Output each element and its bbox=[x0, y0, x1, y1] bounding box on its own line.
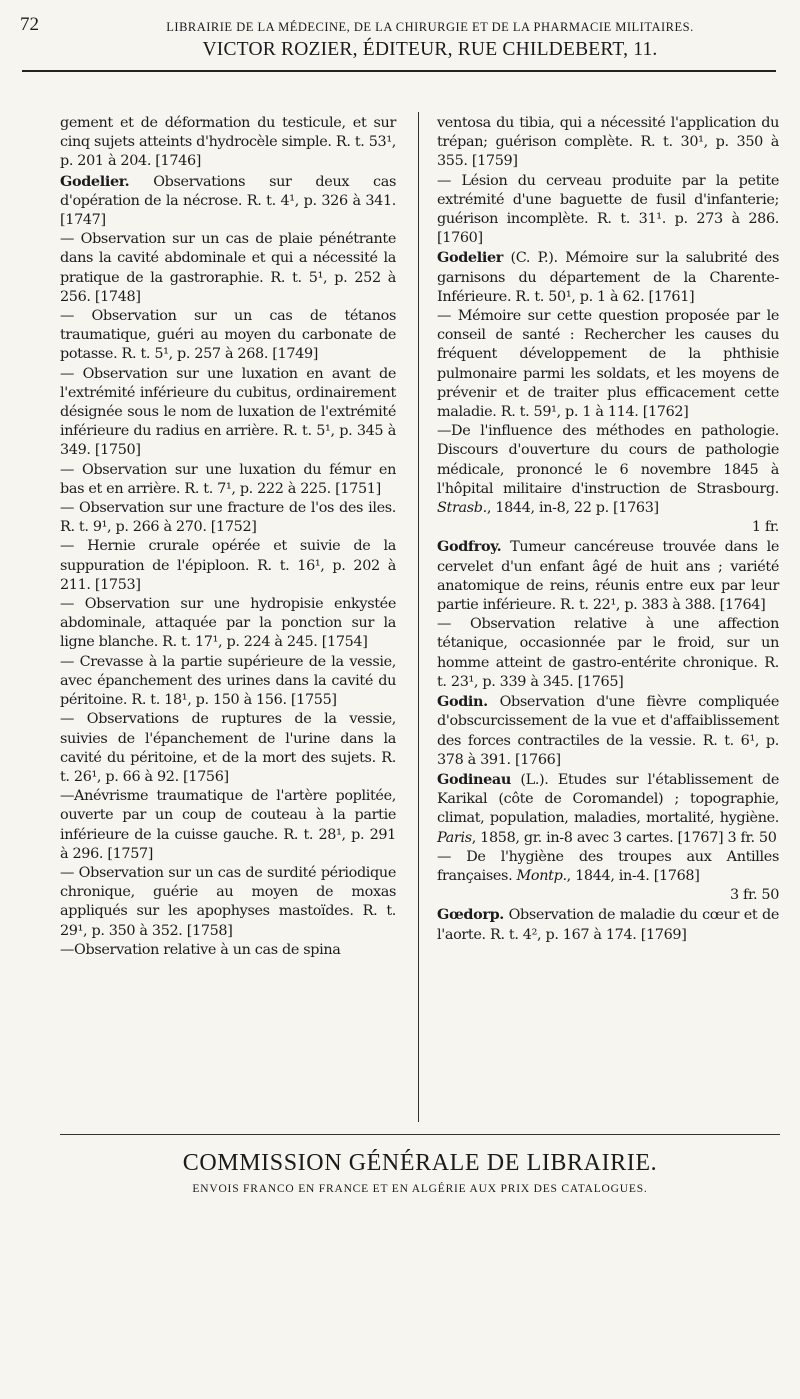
bibliography-entry bbox=[60, 172, 396, 231]
bibliography-entry bbox=[437, 848, 779, 906]
entry-author: Godineau bbox=[437, 770, 512, 788]
entry-price: 3 fr. 50 bbox=[729, 887, 779, 904]
left-column bbox=[60, 114, 396, 960]
bibliography-entry bbox=[60, 941, 396, 960]
bibliography-entry bbox=[60, 461, 396, 499]
entry-text: Observation d'une fièvre compliquée d'obscurcissement de la vue et d'affaiblissement des forces contractiles de la vessie. R. t. 6¹, p. 378 à 391. [1766] bbox=[437, 694, 779, 768]
entry-text: — Observation sur une luxation du fémur en bas et en arrière. R. t. 7¹, p. 222 à 225. [1751] bbox=[60, 461, 396, 497]
entry-place: Paris bbox=[437, 829, 472, 846]
bibliography-entry bbox=[437, 422, 779, 537]
page-number: 72 bbox=[20, 14, 39, 35]
bibliography-entry bbox=[437, 692, 779, 770]
entry-text: — Observation sur un cas de plaie pénétrante dans la cavité abdominale et qui a nécessité la pratique de la gastroraphie. R. t. 5¹, p. 252 à 256. [1748] bbox=[60, 231, 396, 305]
right-column bbox=[437, 114, 779, 945]
bibliography-entry bbox=[437, 615, 779, 692]
entry-text: Observations sur deux cas d'opération de la nécrose. R. t. 4¹, p. 326 à 341. [1747] bbox=[60, 173, 396, 229]
footer-title: COMMISSION GÉNÉRALE DE LIBRAIRIE. bbox=[182, 1150, 658, 1176]
entry-author: Gœdorp. bbox=[437, 906, 504, 924]
entry-text-after: , 1858, gr. in-8 avec 3 cartes. [1767] 3 fr. 50 bbox=[471, 829, 777, 846]
entry-text: — Observation relative à une affection tétanique, occasionnée par le froid, sur un homme atteint de gastro-entérite chronique. R. t. 23¹, p. 339 à 345. [1765] bbox=[437, 616, 779, 690]
bibliography-entry bbox=[60, 230, 396, 307]
bibliography-entry bbox=[437, 114, 779, 172]
entry-text: gement et de déformation du testicule, et sur cinq sujets atteints d'hydrocèle simple. R. t. 53¹, p. 201 à 204. [1746] bbox=[60, 115, 396, 170]
entry-author: Godelier. bbox=[60, 172, 130, 190]
entry-text: —Observation relative à un cas de spina bbox=[60, 941, 341, 958]
entry-text: — Observation sur un cas de tétanos traumatique, guéri au moyen du carbonate de potasse. R. t. 5¹, p. 257 à 268. [1749] bbox=[60, 308, 396, 363]
bibliography-entry bbox=[60, 595, 396, 653]
running-head: LIBRAIRIE DE LA MÉDECINE, DE LA CHIRURGIE ET DE LA PHARMACIE MILITAIRES. bbox=[166, 20, 694, 34]
publisher-line: VICTOR ROZIER, ÉDITEUR, RUE CHILDEBERT, 11. bbox=[202, 39, 658, 60]
entry-text: — Observation sur une luxation en avant de l'extrémité inférieure du cubitus, ordinairement désignée sous le nom de luxation de l'extrémité inférieure du radius en arrière. R. t. 5¹, p. 345 à 349. [1750] bbox=[60, 365, 396, 459]
bibliography-entry bbox=[437, 537, 779, 615]
entry-text: — Observation sur une hydropisie enkystée abdominale, attaquée par la ponction sur la ligne blanche. R. t. 17¹, p. 224 à 245. [1754] bbox=[60, 596, 396, 651]
bibliography-entry bbox=[60, 365, 396, 461]
bibliography-entry bbox=[437, 172, 779, 249]
entry-text: Observation de maladie du cœur et de l'aorte. R. t. 4², p. 167 à 174. [1769] bbox=[437, 907, 779, 943]
bibliography-entry bbox=[437, 770, 779, 848]
bibliography-entry bbox=[437, 307, 779, 422]
entry-text: —De l'influence des méthodes en pathologie. Discours d'ouverture du cours de pathologie médicale, prononcé le 6 novembre 1845 à l'hôpital militaire d'instruction de Strasbourg. bbox=[437, 423, 779, 497]
entry-text: — Hernie crurale opérée et suivie de la suppuration de l'épiploon. R. t. 16¹, p. 202 à 211. [1753] bbox=[60, 538, 396, 593]
bibliography-entry bbox=[60, 787, 396, 864]
entry-text: — Observations de ruptures de la vessie, suivies de l'épanchement de l'urine dans la cavité du péritoine, et de la mort des sujets. R. t. 26¹, p. 66 à 92. [1756] bbox=[60, 711, 396, 785]
column-divider bbox=[418, 112, 419, 1122]
entry-text: (L.). Etudes sur l'établissement de Karikal (côte de Coromandel) ; topographie, climat, population, maladies, mortalité, hygiène. bbox=[437, 771, 779, 827]
entry-text: — Observation sur un cas de surdité périodique chronique, guérie au moyen de moxas appliqués sur les apophyses mastoïdes. R. t. 29¹, p. 350 à 352. [1758] bbox=[60, 864, 396, 939]
entry-text-after: , 1844, in-8, 22 p. [1763] bbox=[486, 500, 659, 517]
entry-text: — Observation sur une fracture de l'os des iles. R. t. 9¹, p. 266 à 270. [1752] bbox=[60, 500, 396, 536]
bibliography-entry bbox=[437, 248, 779, 307]
entry-text: (C. P.). Mémoire sur la salubrité des garnisons du département de la Charente-Inférieure. R. t. 50¹, p. 1 à 62. [1761] bbox=[437, 250, 779, 305]
bibliography-entry bbox=[60, 307, 396, 365]
header-rule bbox=[22, 70, 776, 72]
entry-author: Godin. bbox=[437, 693, 488, 711]
entry-text-after: , 1844, in-4. [1768] bbox=[566, 867, 700, 884]
entry-author: Godfroy. bbox=[437, 538, 502, 556]
entry-text: Tumeur cancéreuse trouvée dans le cervelet d'un enfant âgé de huit ans ; variété anatomique de reins, réunis entre eux par leur partie inférieure. R. t. 22¹, p. 383 à 388. [1764] bbox=[437, 539, 779, 614]
entry-text: — De l'hygiène des troupes aux Antilles françaises. bbox=[437, 848, 779, 884]
bibliography-entry bbox=[437, 905, 779, 944]
entry-text: — Crevasse à la partie supérieure de la vessie, avec épanchement des urines dans la cavité du péritoine. R. t. 18¹, p. 150 à 156. [1755] bbox=[60, 653, 396, 709]
bibliography-entry bbox=[60, 653, 396, 711]
footer-subtitle: ENVOIS FRANCO EN FRANCE ET EN ALGÉRIE AUX PRIX DES CATALOGUES. bbox=[192, 1183, 648, 1195]
entry-price: 1 fr. bbox=[751, 519, 779, 536]
entry-author: Godelier bbox=[437, 249, 503, 267]
entry-text: ventosa du tibia, qui a nécessité l'application du trépan; guérison complète. R. t. 30¹, p. 350 à 355. [1759] bbox=[437, 115, 779, 170]
bibliography-entry bbox=[60, 114, 396, 172]
bibliography-entry bbox=[60, 537, 396, 595]
bibliography-entry bbox=[60, 710, 396, 787]
entry-place: Montp. bbox=[516, 867, 567, 884]
entry-text: —Anévrisme traumatique de l'artère poplitée, ouverte par un coup de couteau à la partie inférieure de la cuisse gauche. R. t. 28¹, p. 291 à 296. [1757] bbox=[60, 788, 396, 862]
entry-text: — Mémoire sur cette question proposée par le conseil de santé : Rechercher les causes du fréquent développement de la phthisie pulmonaire parmi les soldats, et les moyens de prévenir et de traiter plus efficacement cette maladie. R. t. 59¹, p. 1 à 114. [1762] bbox=[437, 308, 779, 421]
footer-rule bbox=[60, 1134, 780, 1135]
bibliography-entry bbox=[60, 864, 396, 941]
entry-place: Strasb. bbox=[437, 500, 487, 517]
bibliography-entry bbox=[60, 499, 396, 537]
entry-text: — Lésion du cerveau produite par la petite extrémité d'une baguette de fusil d'infanterie; guérison incomplète. R. t. 31¹. p. 273 à 286. [1760] bbox=[437, 172, 779, 247]
